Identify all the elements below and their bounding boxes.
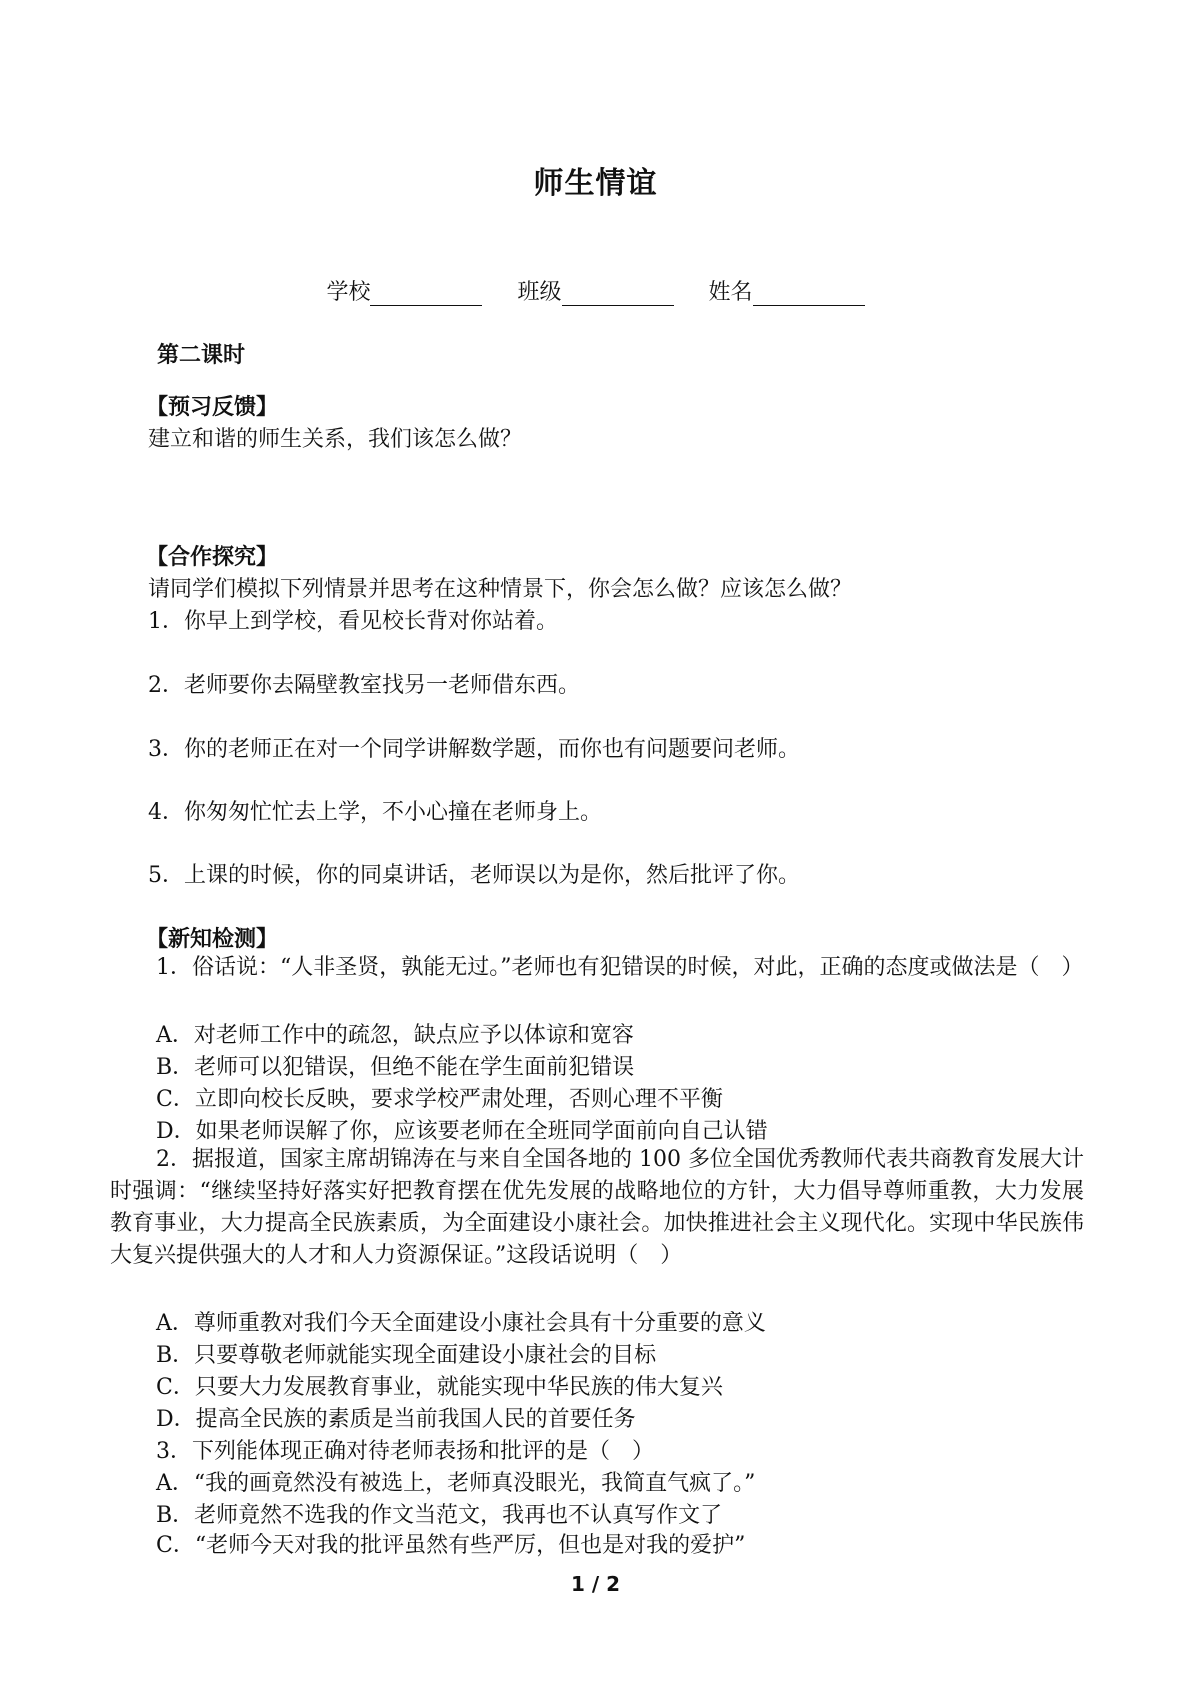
- name-field: [709, 280, 865, 305]
- question-2-option-d: D．提高全民族的素质是当前我国人民的首要任务: [156, 1407, 636, 1432]
- question-3-option-a: A．“我的画竟然没有被选上，老师真没眼光，我简直气疯了。”: [156, 1471, 756, 1496]
- school-field: [326, 280, 482, 305]
- question-3-option-b: B．老师竟然不选我的作文当范文，我再也不认真写作文了: [156, 1503, 723, 1528]
- scenario-item: 3．你的老师正在对一个同学讲解数学题，而你也有问题要问老师。: [148, 737, 800, 762]
- question-1-stem: 1．俗话说：“人非圣贤，孰能无过。”老师也有犯错误的时候，对此，正确的态度或做法是（ ）: [156, 955, 1084, 980]
- lesson-label: 第二课时: [157, 343, 246, 368]
- school-label: 学校: [326, 280, 371, 305]
- cooperate-intro: 请同学们模拟下列情景并思考在这种情景下，你会怎么做？应该怎么做？: [148, 577, 853, 602]
- scenario-item: 4．你匆匆忙忙去上学，不小心撞在老师身上。: [148, 800, 602, 825]
- question-1-option-b: B．老师可以犯错误，但绝不能在学生面前犯错误: [156, 1055, 635, 1080]
- question-3-option-c: C．“老师今天对我的批评虽然有些严厉，但也是对我的爱护”: [156, 1533, 746, 1558]
- question-1-option-a: A．对老师工作中的疏忽，缺点应予以体谅和宽容: [156, 1023, 634, 1048]
- question-2-option-a: A．尊师重教对我们今天全面建设小康社会具有十分重要的意义: [156, 1311, 766, 1336]
- cooperate-heading: 【合作探究】: [146, 545, 279, 570]
- page-title: 师生情谊: [533, 166, 658, 201]
- question-1-option-c: C．立即向校长反映，要求学校严肃处理，否则心理不平衡: [156, 1087, 723, 1112]
- preview-heading: 【预习反馈】: [146, 395, 279, 420]
- question-1-option-d: D．如果老师误解了你，应该要老师在全班同学面前向自己认错: [156, 1119, 768, 1144]
- class-label: 班级: [517, 280, 562, 305]
- question-2-option-c: C．只要大力发展教育事业，就能实现中华民族的伟大复兴: [156, 1375, 723, 1400]
- school-blank: [370, 283, 482, 306]
- question-3-stem: 3．下列能体现正确对待老师表扬和批评的是（ ）: [156, 1439, 654, 1464]
- test-heading: 【新知检测】: [146, 927, 279, 952]
- scenario-item: 2．老师要你去隔壁教室找另一老师借东西。: [148, 673, 580, 698]
- question-2-option-b: B．只要尊敬老师就能实现全面建设小康社会的目标: [156, 1343, 657, 1368]
- scenario-item: 5．上课的时候，你的同桌讲话，老师误以为是你，然后批评了你。: [148, 863, 800, 888]
- name-label: 姓名: [708, 280, 753, 305]
- question-2-stem: 2．据报道，国家主席胡锦涛在与来自全国各地的 100 多位全国优秀教师代表共商教育发展大计时强调：“继续坚持好落实好把教育摆在优先发展的战略地位的方针，大力倡导尊师重教，大力发展教育事业，大力提高全民族素质，为全面建设小康社会。加快推进社会主义现代化。实现中华民族伟大复兴提供强大的人才和人力资源保证。”这段话说明（ ）: [110, 1147, 1084, 1268]
- name-blank: [753, 283, 865, 306]
- class-field: [517, 280, 673, 305]
- student-info-line: [0, 275, 1191, 306]
- class-blank: [562, 283, 674, 306]
- scenario-item: 1．你早上到学校，看见校长背对你站着。: [148, 609, 558, 634]
- page-number: 1 / 2: [570, 1572, 621, 1596]
- preview-question: 建立和谐的师生关系，我们该怎么做？: [148, 427, 523, 452]
